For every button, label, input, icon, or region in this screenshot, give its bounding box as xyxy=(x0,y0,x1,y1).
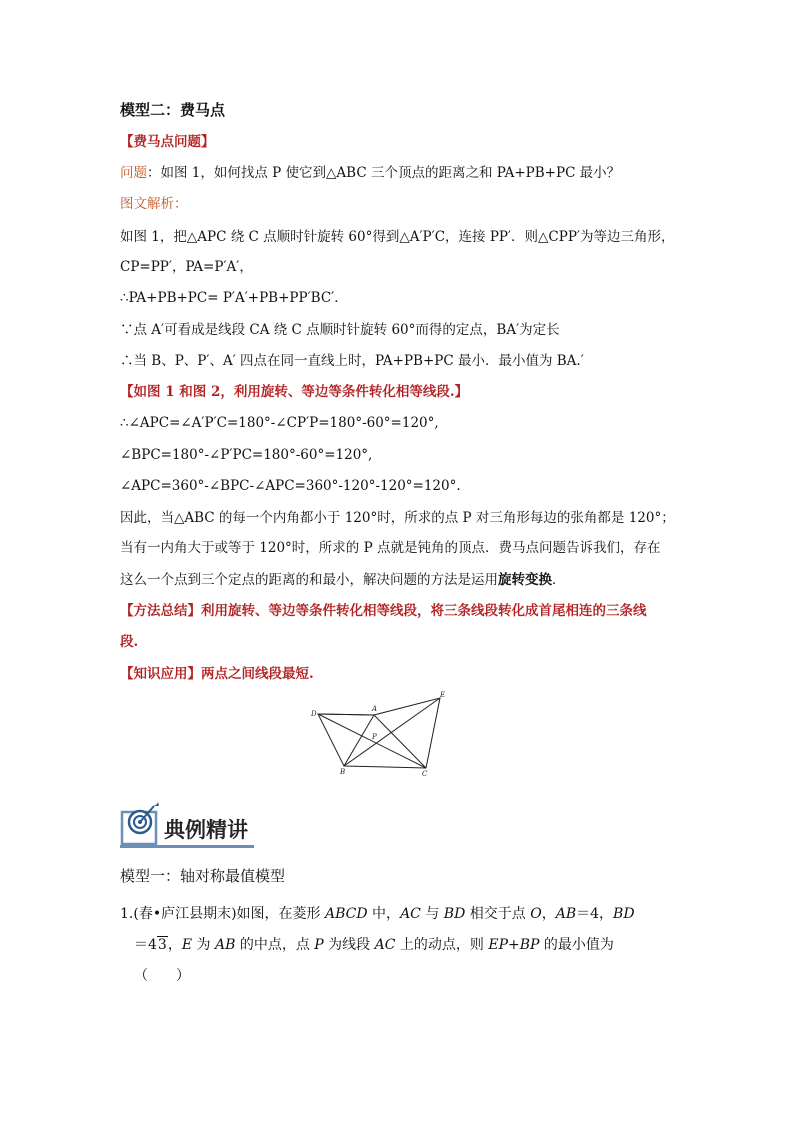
label-a: A xyxy=(372,705,378,713)
angle-line-3: ∠APC=360°-∠BPC-∠APC=360°-120°-120°=120°. xyxy=(120,478,461,494)
banner-underline xyxy=(120,845,254,848)
q-text: 中， xyxy=(367,906,401,922)
analysis-line-1: 如图 1，把△APC 绕 C 点顺时针旋转 60°得到△A′P′C，连接 PP′．则△CPP′为等边三角形， xyxy=(120,229,675,245)
label-b: B xyxy=(340,768,346,776)
q-text: ， xyxy=(167,937,182,953)
q-text: 与 xyxy=(420,906,444,922)
label-p: P xyxy=(372,733,377,741)
note-red: 【如图 1 和图 2，利用旋转、等边等条件转化相等线段.】 xyxy=(120,384,469,400)
analysis-label: 图文解析： xyxy=(120,196,188,212)
method-summary-line-2: 段. xyxy=(120,634,139,650)
section-title: 模型二：费马点 xyxy=(120,101,226,119)
q-text: 为 xyxy=(192,937,215,953)
q-var: P xyxy=(314,937,324,953)
figure-outline xyxy=(318,698,440,768)
method-summary-line-1: 【方法总结】利用旋转、等边等条件转化相等线段，将三条线段转化成首尾相连的三条线 xyxy=(120,603,647,619)
question-number: 1. xyxy=(120,906,134,922)
q-var: AC xyxy=(400,906,421,922)
segment-dc xyxy=(318,714,426,768)
conclusion-emphasis: 旋转变换 xyxy=(498,572,552,588)
question-1-line-2 xyxy=(134,935,614,955)
angle-line-1: ∴∠APC=∠A′P′C=180°-∠CP′P=180°-60°=120°, xyxy=(120,415,439,431)
q-text: 的最小值为 xyxy=(539,937,614,953)
banner-title: 典例精讲 xyxy=(164,818,248,842)
q-var: AB xyxy=(214,937,236,953)
example-model-title: 模型一：轴对称最值模型 xyxy=(120,867,286,885)
q-var: EP+BP xyxy=(488,937,540,953)
question-source: (春•庐江县期末) xyxy=(133,906,237,922)
q-text: ， xyxy=(541,906,556,922)
question-label: 问题 xyxy=(120,165,147,181)
fermat-point-figure xyxy=(308,688,458,778)
segment-ac xyxy=(374,715,426,768)
q-text: 相交于点 xyxy=(465,906,531,922)
q-var: ABCD xyxy=(325,906,368,922)
label-c: C xyxy=(422,770,428,778)
q-text: 为线段 xyxy=(323,937,375,953)
conclusion-line-1: 因此，当△ABC 的每一个内角都小于 120°时，所求的点 P 对三角形每边的张角都是 120°； xyxy=(120,510,675,526)
q-var: BD xyxy=(613,906,635,922)
question-text: ：如图 1，如何找点 P 使它到△ABC 三个顶点的距离之和 PA+PB+PC 最小？ xyxy=(147,165,621,181)
label-e: E xyxy=(440,691,446,699)
q-var: E xyxy=(181,937,193,953)
answer-blank: （ ） xyxy=(134,968,190,984)
q-text: ＝4， xyxy=(576,906,614,922)
q-text: ＝4 xyxy=(134,937,157,953)
q-var: BD xyxy=(443,906,466,922)
analysis-line-4: ∵点 A′可看成是线段 CA 绕 C 点顺时针旋转 60°而得的定点，BA′为定长 xyxy=(120,322,560,338)
conclusion-period: ． xyxy=(552,572,566,588)
subheading: 【费马点问题】 xyxy=(120,134,215,150)
analysis-line-5: ∴当 B、P、P′、A′ 四点在同一直线上时，PA+PB+PC 最小．最小值为 BA.′ xyxy=(120,353,584,369)
sqrt-radicand: 3 xyxy=(157,937,167,953)
analysis-line-2: CP=PP′，PA=P′A′， xyxy=(120,259,253,275)
q-text: 如图，在菱形 xyxy=(236,906,325,922)
segment-ba xyxy=(344,715,374,766)
q-var: AB xyxy=(555,906,577,922)
segment-eb xyxy=(344,698,440,766)
q-text: 的中点，点 xyxy=(235,937,315,953)
q-text: 上的动点，则 xyxy=(395,937,489,953)
q-var: O xyxy=(530,906,542,922)
conclusion-line-3 xyxy=(120,570,566,590)
segment-da xyxy=(318,714,374,715)
conclusion-text: 这么一个点到三个定点的距离的和最小，解决问题的方法是运用 xyxy=(120,572,498,588)
conclusion-line-2: 当有一内角大于或等于 120°时，所求的 P 点就是钝角的顶点．费马点问题告诉我们，存在 xyxy=(120,540,661,556)
angle-line-2: ∠BPC=180°-∠P′PC=180°-60°=120°, xyxy=(120,447,373,463)
question-1-line-1 xyxy=(120,904,635,924)
question-line xyxy=(120,163,620,183)
knowledge-application: 【知识应用】两点之间线段最短. xyxy=(120,666,314,682)
label-d: D xyxy=(311,710,317,718)
q-var: AC xyxy=(374,937,396,953)
analysis-line-3: ∴PA+PB+PC= P′A′+PB+PP′BC′． xyxy=(120,290,348,306)
